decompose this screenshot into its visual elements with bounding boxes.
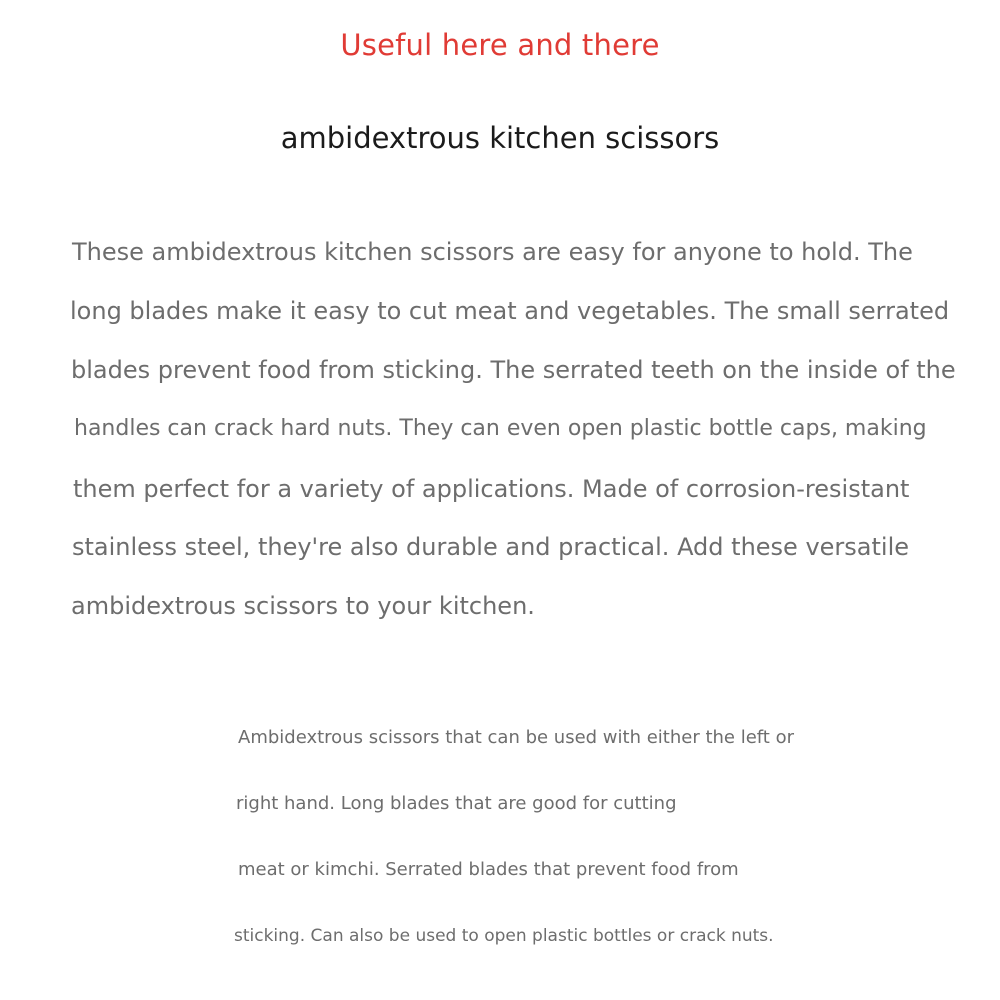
product-title: ambidextrous kitchen scissors bbox=[280, 121, 720, 155]
feature-note-line: sticking. Can also be used to open plastic bottles or crack nuts. bbox=[234, 926, 774, 946]
feature-note-line: Ambidextrous scissors that can be used with either the left or bbox=[238, 727, 794, 748]
description-line: long blades make it easy to cut meat and vegetables. The small serrated bbox=[70, 297, 950, 325]
tagline: Useful here and there bbox=[340, 28, 660, 62]
description-line: ambidextrous scissors to your kitchen. bbox=[71, 592, 535, 620]
description-line: them perfect for a variety of applications. Made of corrosion-resistant bbox=[73, 475, 910, 503]
feature-note-line: right hand. Long blades that are good for cutting bbox=[236, 793, 677, 814]
description-line: handles can crack hard nuts. They can even open plastic bottle caps, making bbox=[74, 416, 927, 441]
description-line: These ambidextrous kitchen scissors are easy for anyone to hold. The bbox=[72, 238, 913, 266]
feature-note-line: meat or kimchi. Serrated blades that prevent food from bbox=[238, 859, 739, 880]
description-line: blades prevent food from sticking. The serrated teeth on the inside of the bbox=[71, 356, 956, 384]
description-line: stainless steel, they're also durable and practical. Add these versatile bbox=[72, 533, 909, 561]
